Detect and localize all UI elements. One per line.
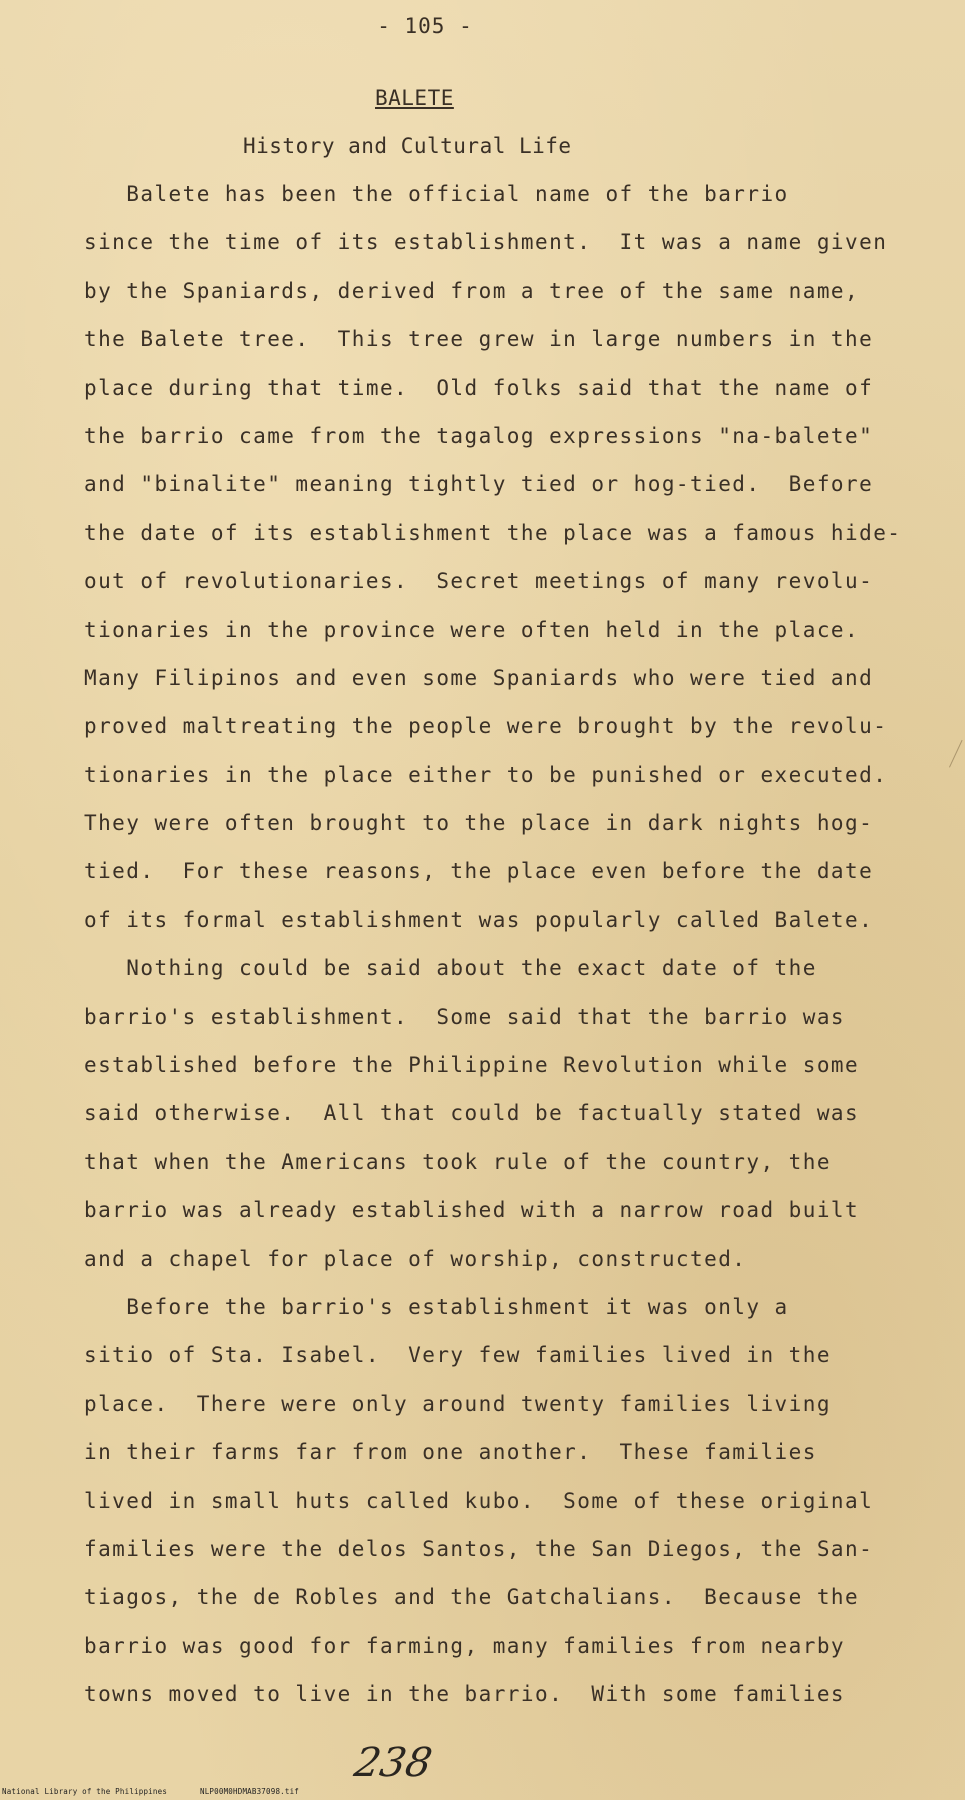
text-line: families were the delos Santos, the San Diegos, the San- (84, 1536, 874, 1561)
text-line: that when the Americans took rule of the country, the (84, 1149, 831, 1174)
text-line: said otherwise. All that could be factually stated was (84, 1101, 860, 1126)
text-line: established before the Philippine Revolution while some (84, 1053, 860, 1078)
text-line: the date of its establishment the place was a famous hide- (84, 520, 902, 545)
text-line: barrio was good for farming, many families from nearby (84, 1633, 846, 1658)
text-line: the barrio came from the tagalog expressions "na-balete" (84, 423, 874, 448)
text-line: Balete has been the official name of the barrio (84, 182, 789, 206)
text-line: since the time of its establishment. It was a name given (84, 230, 888, 255)
text-line: They were often brought to the place in dark nights hog- (84, 811, 874, 836)
text-line: the Balete tree. This tree grew in large numbers in the (84, 327, 874, 352)
text-line: and a chapel for place of worship, constructed. (84, 1246, 747, 1271)
page-number: - 105 - (377, 14, 473, 38)
text-line: sitio of Sta. Isabel. Very few families lived in the (84, 1343, 831, 1368)
footer-file-id: NLP00M0HDMAB37098.tif (200, 1787, 300, 1796)
text-line: barrio's establishment. Some said that the barrio was (84, 1004, 846, 1029)
text-line: in their farms far from one another. These families (84, 1440, 817, 1465)
text-line: place during that time. Old folks said that the name of (84, 375, 874, 400)
margin-mark (949, 740, 965, 770)
document-title: BALETE (375, 86, 454, 110)
handwritten-page-number: 238 (350, 1740, 436, 1786)
text-line: and "binalite" meaning tightly tied or hog-tied. Before (84, 472, 874, 497)
text-line: Nothing could be said about the exact date of the (84, 956, 817, 981)
text-line: proved maltreating the people were brought by the revolu- (84, 714, 888, 739)
text-line: Many Filipinos and even some Spaniards who were tied and (84, 665, 874, 690)
text-line: towns moved to live in the barrio. With some families (84, 1682, 846, 1707)
text-line: tiagos, the de Robles and the Gatchalians. Because the (84, 1585, 860, 1610)
document-subtitle: History and Cultural Life (243, 134, 572, 158)
text-line: tionaries in the place either to be punished or executed. (84, 762, 888, 787)
text-line: tionaries in the province were often held in the place. (84, 617, 860, 642)
text-line: by the Spaniards, derived from a tree of the same name, (84, 278, 860, 303)
body-text (84, 181, 944, 1730)
footer-library-name: National Library of the Philippines (2, 1787, 168, 1796)
text-line: place. There were only around twenty families living (84, 1391, 831, 1416)
text-line: of its formal establishment was popularly called Balete. (84, 907, 874, 932)
text-line: Before the barrio's establishment it was only a (84, 1294, 789, 1319)
text-line: lived in small huts called kubo. Some of these original (84, 1488, 874, 1513)
text-line: barrio was already established with a narrow road built (84, 1198, 860, 1223)
text-line: tied. For these reasons, the place even before the date (84, 859, 874, 884)
text-line: out of revolutionaries. Secret meetings of many revolu- (84, 569, 874, 594)
